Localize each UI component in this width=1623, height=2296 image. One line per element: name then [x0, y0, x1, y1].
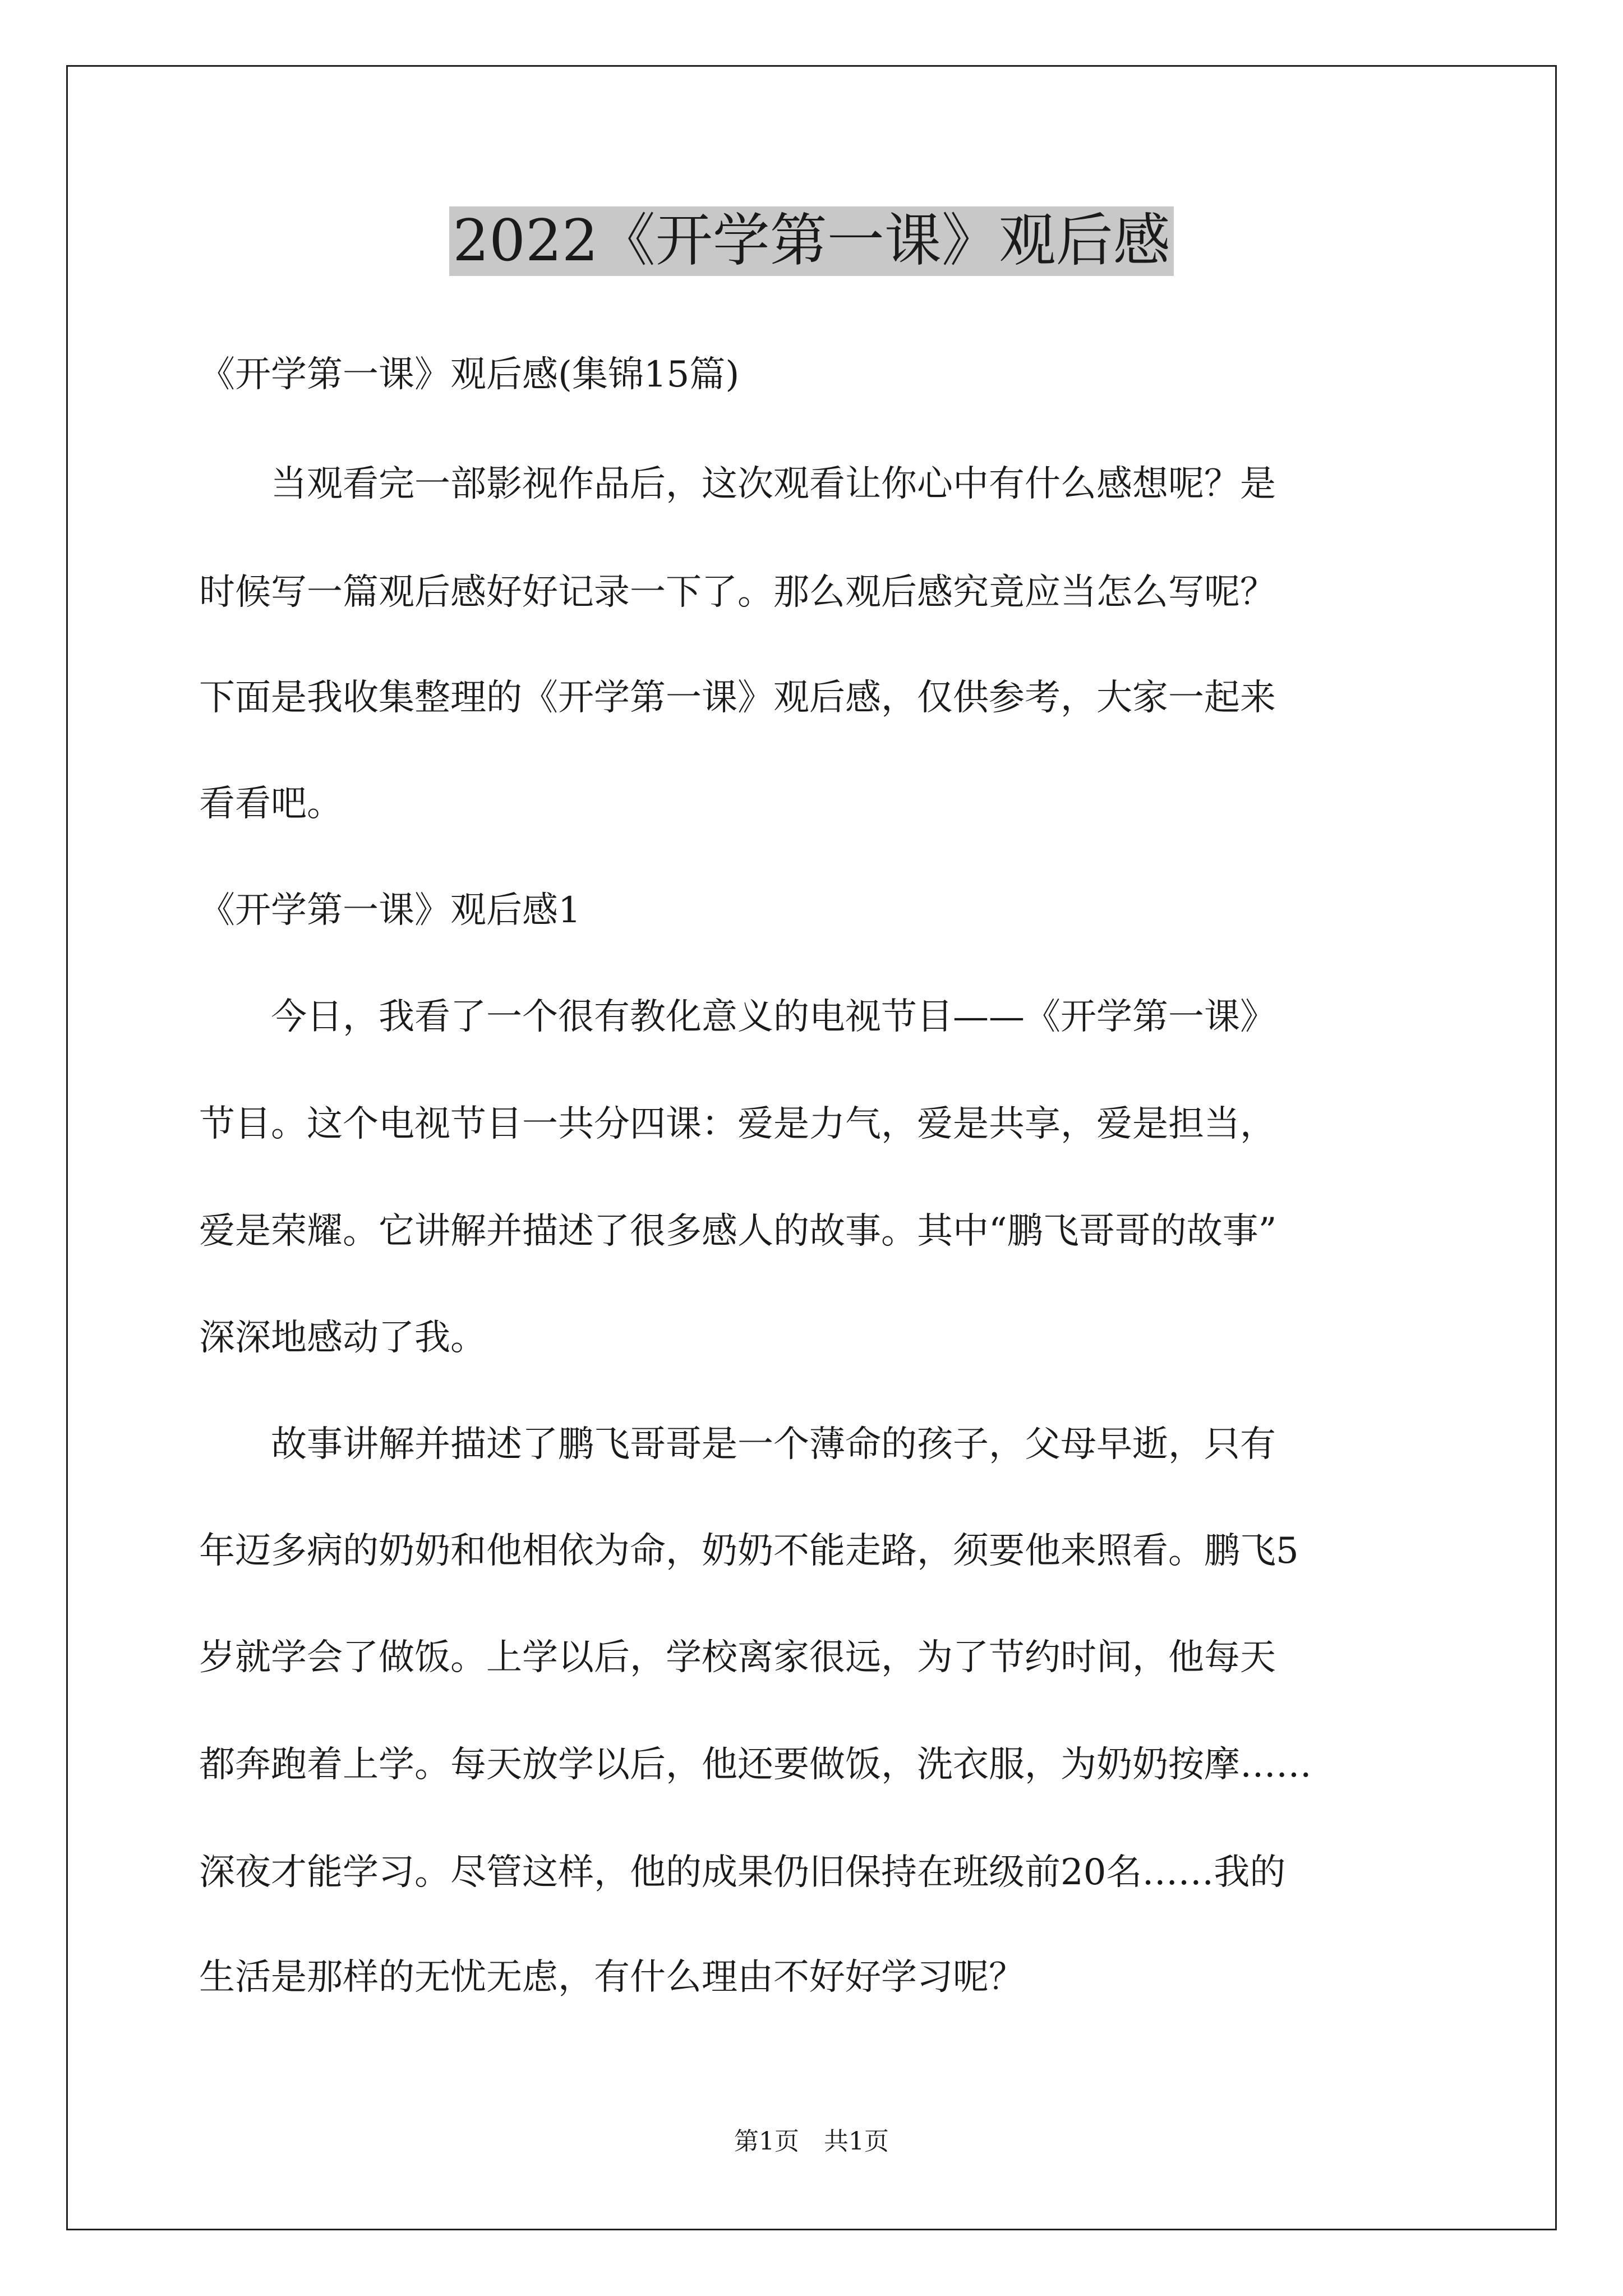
- paragraph-line: 深深地感动了我。: [199, 1317, 486, 1359]
- paragraph-line: 岁就学会了做饭。上学以后，学校离家很远，为了节约时间，他每天: [199, 1637, 1276, 1678]
- paragraph-line: 节目。这个电视节目一共分四课：爱是力气，爱是共享，爱是担当，: [199, 1103, 1276, 1145]
- title-wrap: [0, 206, 1623, 276]
- paragraph-line: 生活是那样的无忧无虑，有什么理由不好好学习呢？: [199, 1957, 1025, 1998]
- paragraph-line: 都奔跑着上学。每天放学以后，他还要做饭，洗衣服，为奶奶按摩……: [199, 1744, 1312, 1786]
- subtitle-line: 《开学第一课》观后感(集锦15篇): [199, 354, 740, 395]
- paragraph-line: 年迈多病的奶奶和他相依为命，奶奶不能走路，须要他来照看。鹏飞5: [199, 1530, 1299, 1572]
- page-footer: 第1页 共1页: [734, 2127, 889, 2156]
- section-heading: 《开学第一课》观后感1: [199, 890, 581, 931]
- paragraph-line: 当观看完一部影视作品后，这次观看让你心中有什么感想呢？是: [199, 463, 1276, 505]
- paragraph-line: 看看吧。: [199, 783, 343, 825]
- document-title: 2022《开学第一课》观后感: [449, 206, 1174, 276]
- paragraph-line: 故事讲解并描述了鹏飞哥哥是一个薄命的孩子，父母早逝，只有: [199, 1424, 1276, 1465]
- paragraph-line: 时候写一篇观后感好好记录一下了。那么观后感究竟应当怎么写呢？: [199, 572, 1276, 613]
- paragraph-line: 下面是我收集整理的《开学第一课》观后感，仅供参考，大家一起来: [199, 677, 1276, 719]
- paragraph-line: 今日，我看了一个很有教化意义的电视节目——《开学第一课》: [199, 996, 1276, 1038]
- paragraph-line: 深夜才能学习。尽管这样，他的成果仍旧保持在班级前20名……我的: [199, 1852, 1286, 1893]
- paragraph-line: 爱是荣耀。它讲解并描述了很多感人的故事。其中“鹏飞哥哥的故事”: [199, 1211, 1277, 1252]
